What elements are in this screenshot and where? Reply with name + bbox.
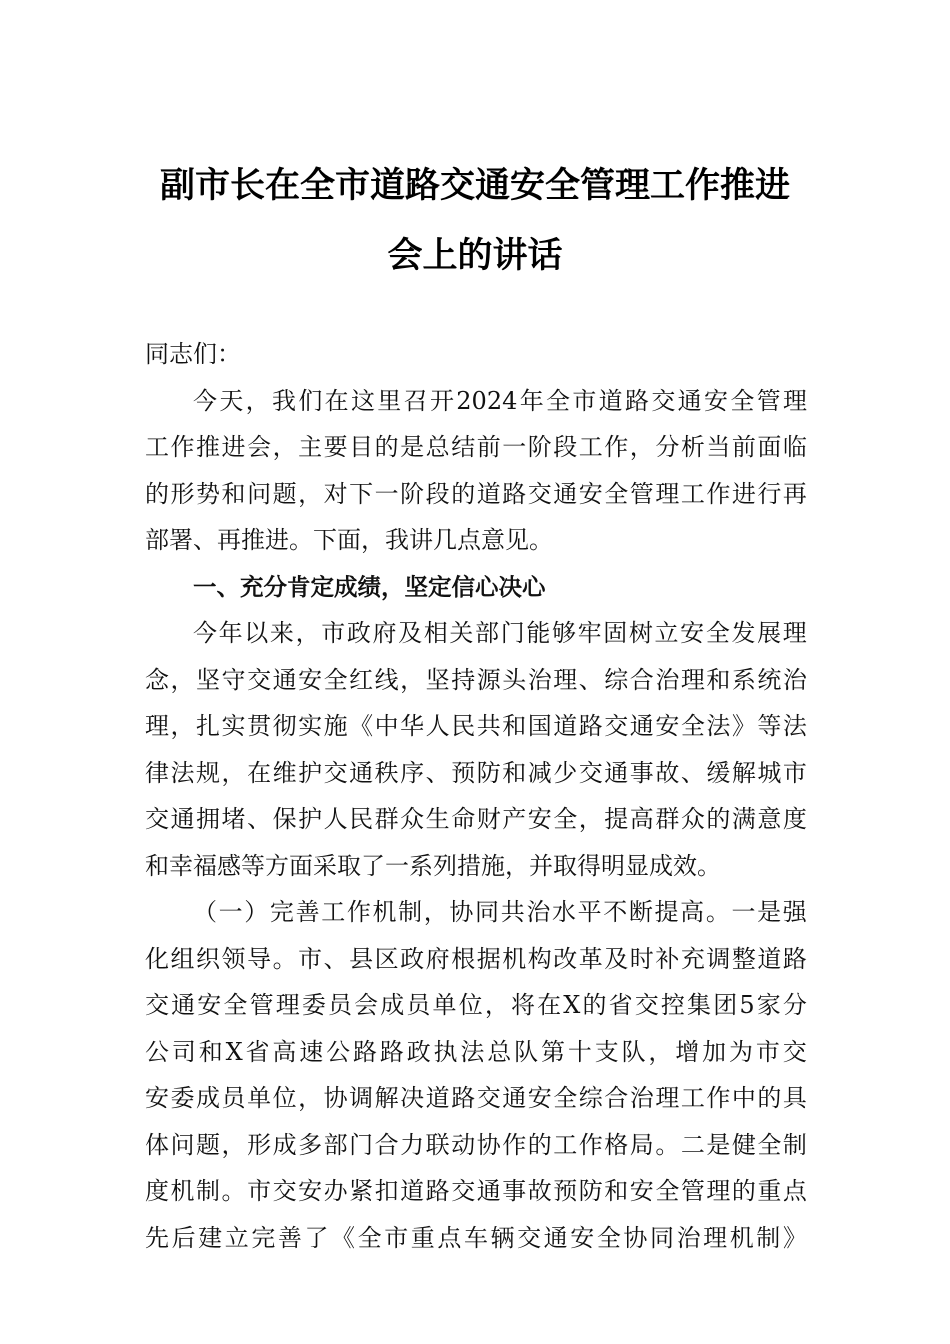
- paragraph-line: 理 ， 扎 实 贯 彻 实 施 《 中 华 人 民 共 和 国 道 路 交 通 安 全 法 》 等 法: [145, 712, 807, 740]
- paragraph-line: 度 机 制 。 市 交 安 办 紧 扣 道 路 交 通 事 故 预 防 和 安 全 管 理 的 重 点: [145, 1177, 807, 1205]
- paragraph-line: 安 委 成 员 单 位 ， 协 调 解 决 道 路 交 通 安 全 综 合 治 理 工 作 中 的 具: [145, 1084, 807, 1112]
- paragraph-line: 念 ， 坚 守 交 通 安 全 红 线 ， 坚 持 源 头 治 理 、 综 合 治 理 和 系 统 治: [145, 665, 807, 694]
- paragraph-line: 的 形 势 和 问 题 ， 对 下 一 阶 段 的 道 路 交 通 安 全 管 理 工 作 进 行 再: [145, 479, 807, 508]
- paragraph-line: 公 司 和 X 省 高 速 公 路 路 政 执 法 总 队 第 十 支 队 ， 增 加 为 市 交: [145, 1037, 807, 1066]
- document-title-line-2: 会上的讲话: [387, 235, 563, 276]
- document-title-line-1: 副市长在全市道路交通安全管理工作推进: [159, 165, 790, 206]
- salutation: 同志们：: [145, 340, 241, 368]
- paragraph-line: （ 一 ） 完 善 工 作 机 制 ， 协 同 共 治 水 平 不 断 提 高 。 一 是 强: [193, 898, 807, 926]
- paragraph-line: 部署、再推进。下面，我讲几点意见。: [145, 526, 553, 554]
- paragraph-line: 和幸福感等方面采取了一系列措施，并取得明显成效。: [145, 851, 721, 880]
- section-heading: 一、充分肯定成绩，坚定信心决心: [193, 572, 546, 601]
- paragraph-line: 工 作 推 进 会 ， 主 要 目 的 是 总 结 前 一 阶 段 工 作 ， 分 析 当 前 面 临: [145, 433, 807, 461]
- paragraph-line: 交 通 安 全 管 理 委 员 会 成 员 单 位 ， 将 在 X 的 省 交 控 集 团 5 家 分: [145, 991, 807, 1019]
- paragraph-line: 化 组 织 领 导 。 市 、 县 区 政 府 根 据 机 构 改 革 及 时 补 充 调 整 道 路: [145, 944, 807, 973]
- paragraph-line: 先 后 建 立 完 善 了 《 全 市 重 点 车 辆 交 通 安 全 协 同 治 理 机 制 》: [145, 1223, 807, 1252]
- paragraph-line: 律 法 规 ， 在 维 护 交 通 秩 序 、 预 防 和 减 少 交 通 事 故 、 缓 解 城 市: [145, 758, 807, 787]
- paragraph-line: 今 天 ， 我 们 在 这 里 召 开 2024 年 全 市 道 路 交 通 安 全 管 理: [193, 386, 807, 415]
- paragraph-line: 交 通 拥 堵 、 保 护 人 民 群 众 生 命 财 产 安 全 ， 提 高 群 众 的 满 意 度: [145, 805, 807, 833]
- document-body: [145, 331, 807, 1261]
- paragraph-line: 体 问 题 ， 形 成 多 部 门 合 力 联 动 协 作 的 工 作 格 局 。 二 是 健 全 制: [145, 1130, 807, 1159]
- paragraph-line: 今 年 以 来 ， 市 政 府 及 相 关 部 门 能 够 牢 固 树 立 安 全 发 展 理: [193, 619, 807, 647]
